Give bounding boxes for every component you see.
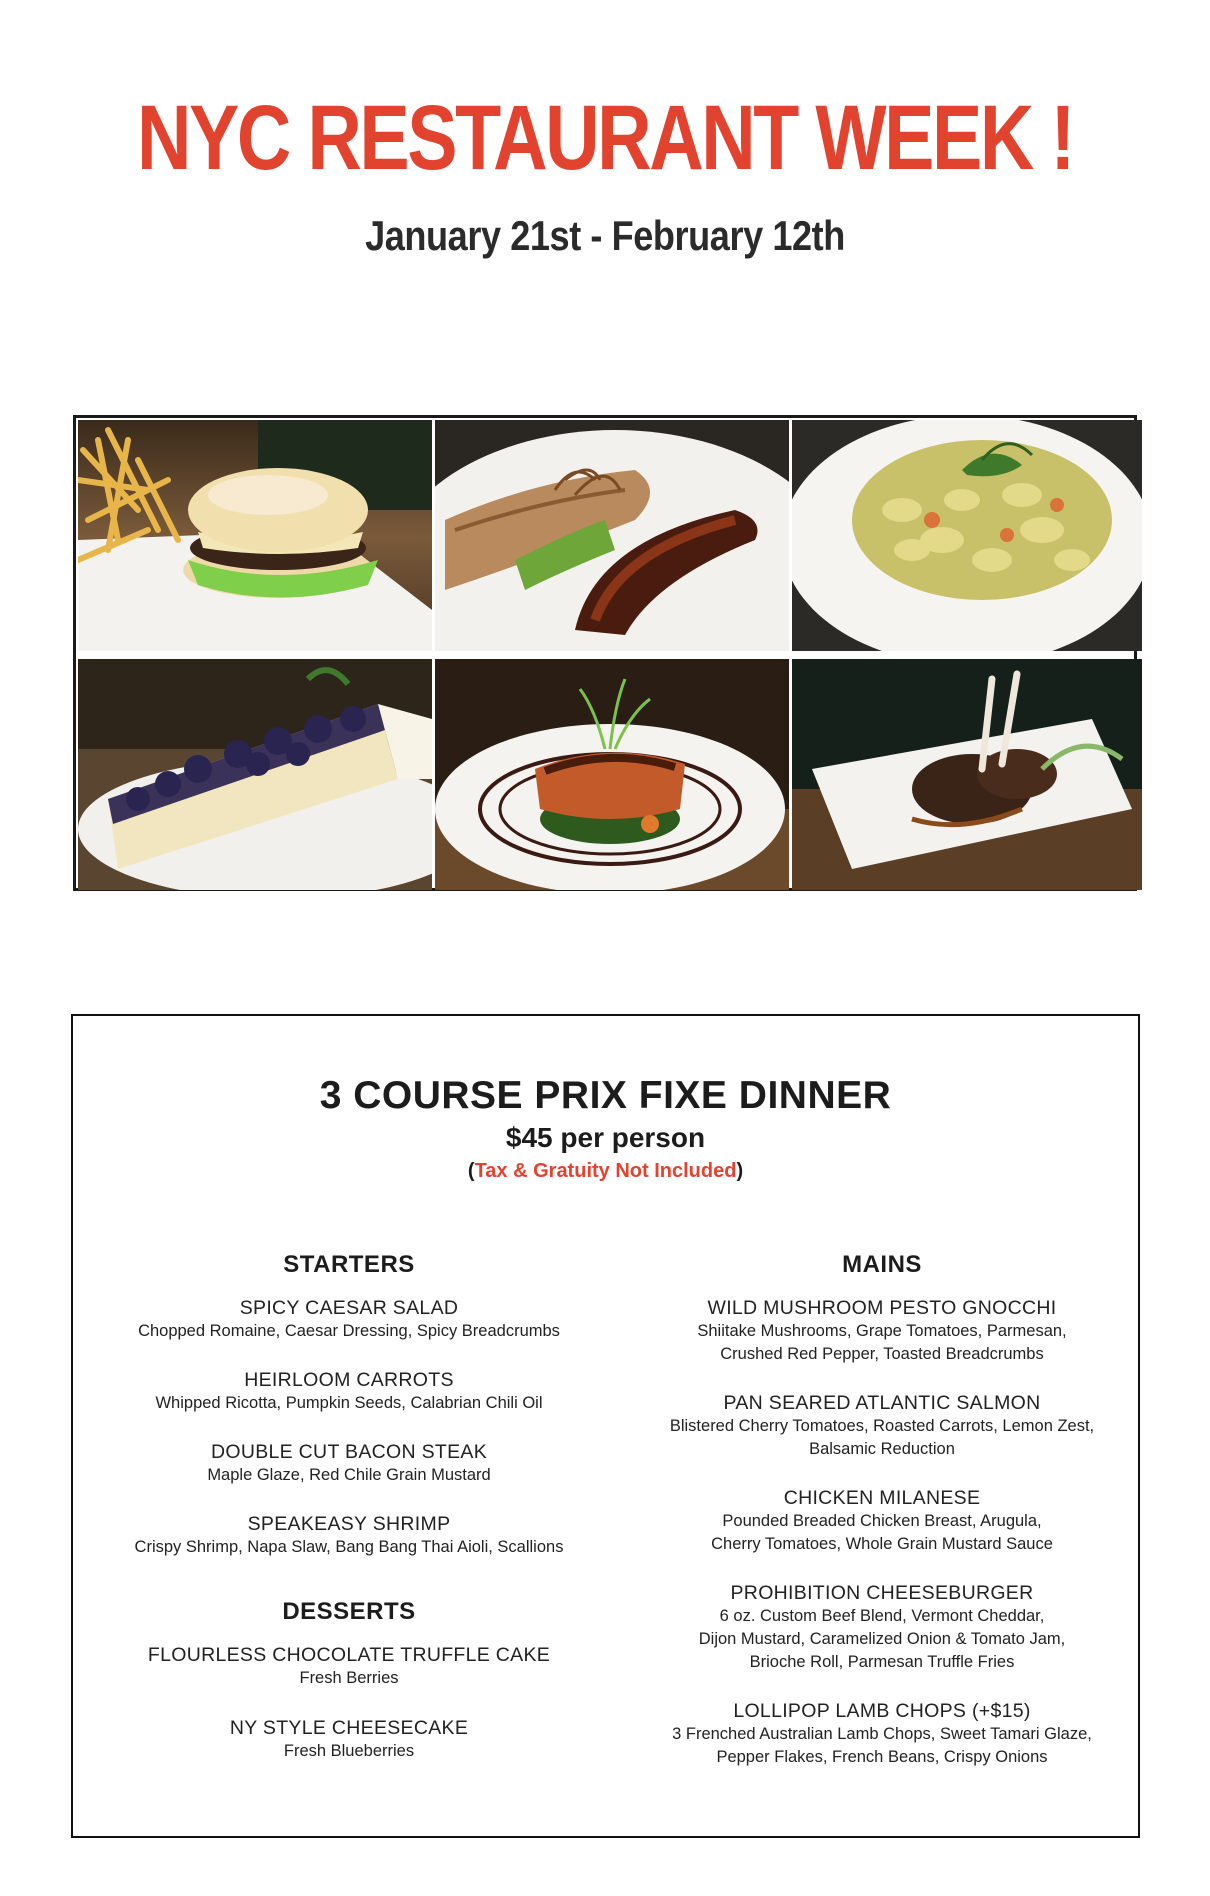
item-description: Crispy Shrimp, Napa Slaw, Bang Bang Thai Aioli, Scallions (134, 1538, 564, 1556)
desserts-heading: DESSERTS (282, 1598, 416, 1625)
item-name: FLOURLESS CHOCOLATE TRUFFLE CAKE (147, 1644, 551, 1666)
gnocchi-photo (792, 420, 1142, 651)
item-description: Shiitake Mushrooms, Grape Tomatoes, Parmesan, (697, 1322, 1067, 1340)
lamb-chops-photo (792, 659, 1142, 890)
item-description: Whipped Ricotta, Pumpkin Seeds, Calabrian Chili Oil (155, 1394, 543, 1412)
bacon-steak-photo (435, 420, 789, 651)
item-description: Pounded Breaded Chicken Breast, Arugula, (722, 1512, 1042, 1530)
menu-price: $45 per person (505, 1122, 706, 1153)
menu-item (109, 1716, 589, 1763)
menu-item (109, 1296, 589, 1343)
burger-photo (78, 420, 432, 651)
prix-fixe-menu (71, 1014, 1140, 1838)
item-name: DOUBLE CUT BACON STEAK (210, 1441, 488, 1463)
menu-item (109, 1512, 589, 1559)
item-name: SPEAKEASY SHRIMP (247, 1513, 451, 1535)
item-name: WILD MUSHROOM PESTO GNOCCHI (707, 1297, 1057, 1319)
item-name: CHICKEN MILANESE (783, 1487, 981, 1509)
mains-heading: MAINS (842, 1251, 922, 1278)
note-paren-open: ( (467, 1160, 475, 1182)
tax-note: Tax & Gratuity Not Included (474, 1160, 737, 1182)
item-description: 6 oz. Custom Beef Blend, Vermont Cheddar, (719, 1607, 1045, 1625)
item-description: Cherry Tomatoes, Whole Grain Mustard Sauce (711, 1535, 1053, 1553)
event-dates: January 21st - February 12th (365, 212, 845, 259)
menu-title: 3 COURSE PRIX FIXE DINNER (319, 1074, 892, 1117)
item-name: SPICY CAESAR SALAD (239, 1297, 459, 1319)
item-name: PROHIBITION CHEESEBURGER (730, 1582, 1034, 1604)
item-name: PAN SEARED ATLANTIC SALMON (723, 1392, 1041, 1414)
item-description: Fresh Blueberries (283, 1742, 415, 1760)
cheesecake-photo (78, 659, 432, 890)
starters-heading: STARTERS (283, 1251, 415, 1278)
menu-item (109, 1368, 589, 1415)
item-description: Blistered Cherry Tomatoes, Roasted Carrots, Lemon Zest, (669, 1417, 1095, 1435)
menu-item (109, 1440, 589, 1487)
menu-item (642, 1391, 1122, 1461)
item-description: Fresh Berries (299, 1669, 399, 1687)
menu-item (642, 1581, 1122, 1674)
menu-item (642, 1486, 1122, 1556)
item-description: Pepper Flakes, French Beans, Crispy Onions (716, 1748, 1048, 1766)
item-description: Chopped Romaine, Caesar Dressing, Spicy Breadcrumbs (138, 1322, 560, 1340)
item-description: Balsamic Reduction (809, 1440, 955, 1458)
item-description: Brioche Roll, Parmesan Truffle Fries (749, 1653, 1015, 1671)
item-name: LOLLIPOP LAMB CHOPS (+$15) (733, 1700, 1031, 1722)
event-title: NYC RESTAURANT WEEK ! (136, 87, 1074, 189)
menu-note (73, 1160, 1138, 1183)
menu-item (642, 1699, 1122, 1769)
salmon-photo (435, 659, 789, 890)
item-description: Maple Glaze, Red Chile Grain Mustard (207, 1466, 491, 1484)
note-paren-close: ) (736, 1160, 744, 1182)
item-description: Crushed Red Pepper, Toasted Breadcrumbs (720, 1345, 1044, 1363)
food-photo-gallery (73, 415, 1137, 891)
item-name: HEIRLOOM CARROTS (244, 1369, 454, 1391)
item-description: Dijon Mustard, Caramelized Onion & Tomato Jam, (698, 1630, 1066, 1648)
item-description: 3 Frenched Australian Lamb Chops, Sweet Tamari Glaze, (672, 1725, 1092, 1743)
menu-item (642, 1296, 1122, 1366)
item-name: NY STYLE CHEESECAKE (229, 1717, 469, 1739)
menu-item (109, 1643, 589, 1690)
